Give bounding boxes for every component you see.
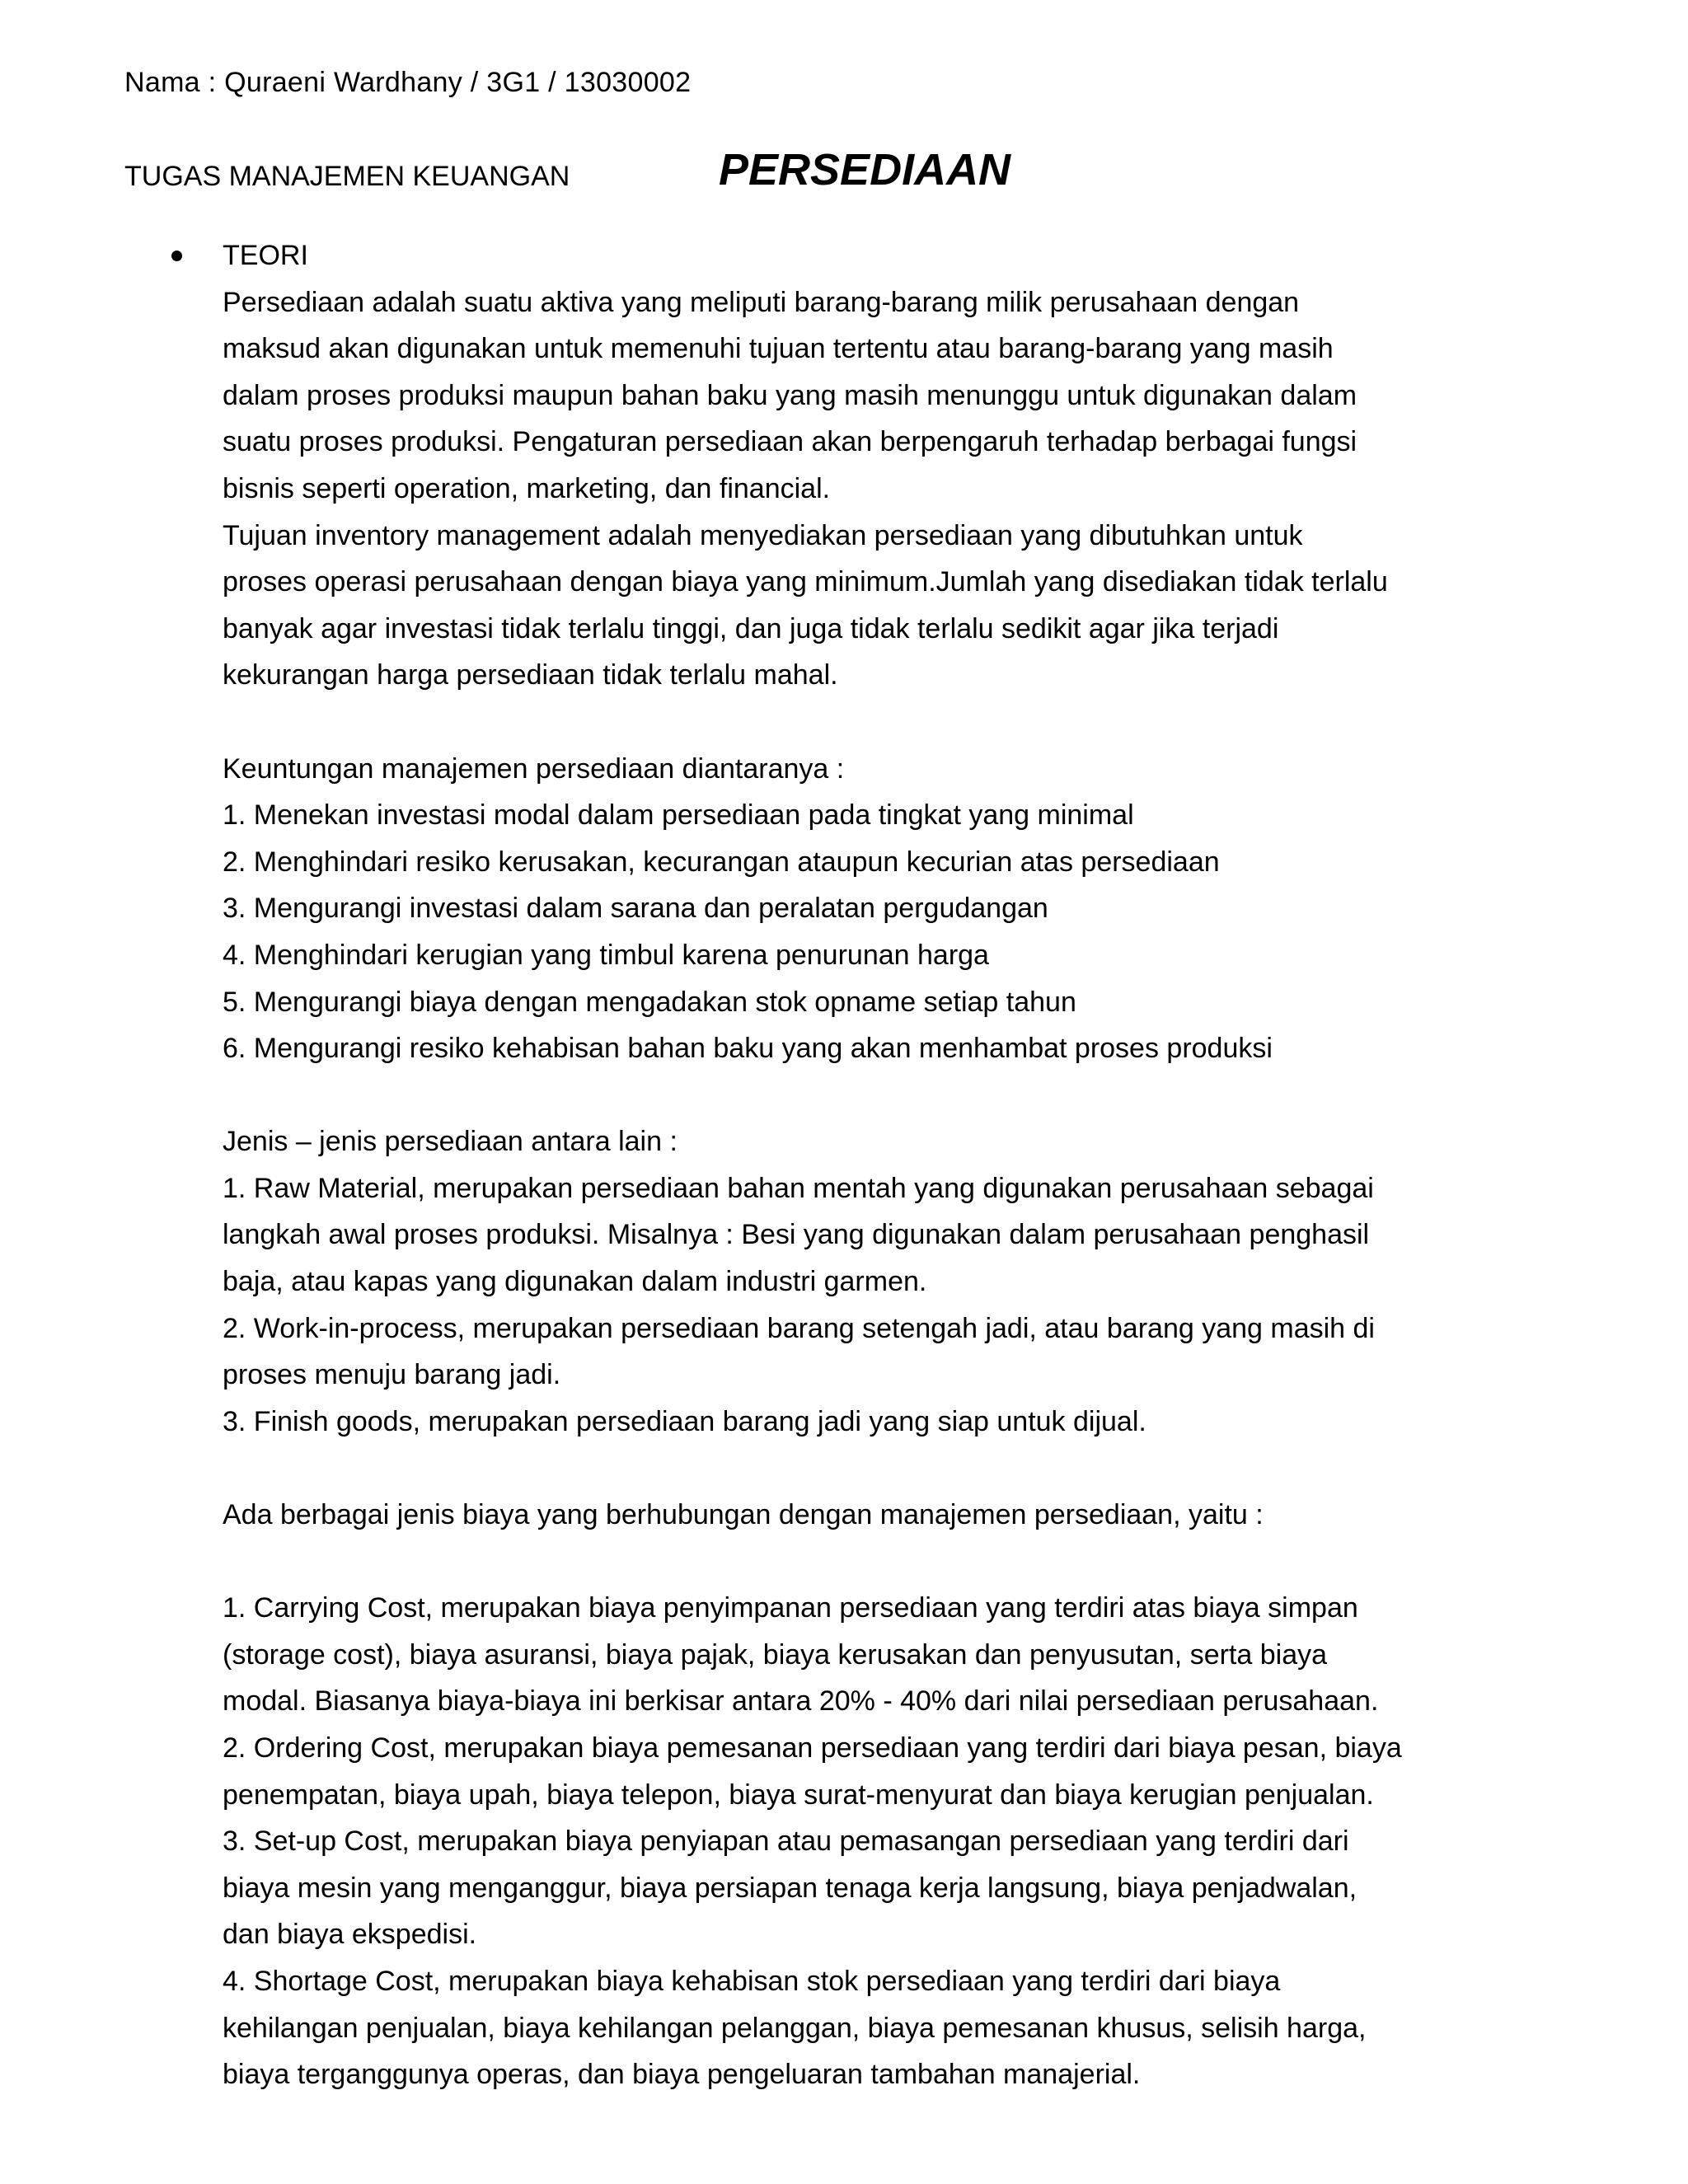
list-item: dan biaya ekspedisi.	[223, 1919, 477, 1951]
list-item: 2. Work-in-process, merupakan persediaan barang setengah jadi, atau barang yang masih di	[223, 1312, 1375, 1344]
paragraph-line: kekurangan harga persediaan tidak terlalu mahal.	[223, 659, 838, 691]
course-title: TUGAS MANAJEMEN KEUANGAN	[124, 161, 570, 192]
student-name-line: Nama : Quraeni Wardhany / 3G1 / 13030002	[124, 67, 692, 98]
list-item: baja, atau kapas yang digunakan dalam industri garmen.	[223, 1266, 927, 1298]
list-item: modal. Biasanya biaya-biaya ini berkisar antara 20% - 40% dari nilai persediaan perusahaan.	[223, 1685, 1379, 1718]
list-item: 4. Menghindari kerugian yang timbul karena penurunan harga	[223, 939, 989, 971]
list-item: 2. Menghindari resiko kerusakan, kecurangan ataupun kecurian atas persediaan	[223, 846, 1220, 878]
document-body	[223, 232, 1508, 2098]
paragraph-line: banyak agar investasi tidak terlalu tinggi, dan juga tidak terlalu sedikit agar jika terjadi	[223, 612, 1279, 644]
list-item: 1. Carrying Cost, merupakan biaya penyimpanan persediaan yang terdiri atas biaya simpan	[223, 1592, 1358, 1624]
list-item: proses menuju barang jadi.	[223, 1359, 561, 1391]
list-item: 1. Raw Material, merupakan persediaan bahan mentah yang digunakan perusahaan sebagai	[223, 1172, 1374, 1204]
paragraph-line: proses operasi perusahaan dengan biaya yang minimum.Jumlah yang disediakan tidak terlalu	[223, 566, 1388, 598]
paragraph-line: dalam proses produksi maupun bahan baku yang masih menunggu untuk digunakan dalam	[223, 379, 1357, 411]
list-item: penempatan, biaya upah, biaya telepon, biaya surat-menyurat dan biaya kerugian penjualan.	[223, 1779, 1374, 1811]
paragraph-line: Persediaan adalah suatu aktiva yang meliputi barang-barang milik perusahaan dengan	[223, 286, 1300, 318]
list-item: 5. Mengurangi biaya dengan mengadakan stok opname setiap tahun	[223, 986, 1076, 1018]
section-heading-teori: TEORI	[223, 240, 308, 271]
document-title: PERSEDIAAN	[719, 145, 1011, 194]
paragraph-line: Tujuan inventory management adalah menyediakan persediaan yang dibutuhkan untuk	[223, 519, 1303, 551]
list-item: 4. Shortage Cost, merupakan biaya kehabisan stok persediaan yang terdiri dari biaya	[223, 1965, 1281, 1997]
paragraph-line: suatu proses produksi. Pengaturan persediaan akan berpengaruh terhadap berbagai fungsi	[223, 426, 1357, 458]
list-item: 6. Mengurangi resiko kehabisan bahan baku yang akan menhambat proses produksi	[223, 1033, 1273, 1065]
jenis-intro: Jenis – jenis persediaan antara lain :	[223, 1126, 678, 1158]
list-item: langkah awal proses produksi. Misalnya : Besi yang digunakan dalam perusahaan penghasil	[223, 1219, 1370, 1251]
keuntungan-intro: Keuntungan manajemen persediaan diantaranya :	[223, 752, 845, 785]
list-item: 3. Set-up Cost, merupakan biaya penyiapan atau pemasangan persediaan yang terdiri dari	[223, 1825, 1349, 1858]
list-item: 2. Ordering Cost, merupakan biaya pemesanan persediaan yang terdiri dari biaya pesan, biaya	[223, 1732, 1402, 1764]
list-item: kehilangan penjualan, biaya kehilangan pelanggan, biaya pemesanan khusus, selisih harga,	[223, 2012, 1367, 2044]
paragraph-line: maksud akan digunakan untuk memenuhi tujuan tertentu atau barang-barang yang masih	[223, 333, 1334, 365]
paragraph-gap	[223, 1539, 1508, 1586]
list-item: (storage cost), biaya asuransi, biaya pajak, biaya kerusakan dan penyusutan, serta biaya	[223, 1638, 1328, 1671]
list-item: 3. Mengurangi investasi dalam sarana dan peralatan pergudangan	[223, 893, 1048, 925]
biaya-intro: Ada berbagai jenis biaya yang berhubungan dengan manajemen persediaan, yaitu :	[223, 1499, 1264, 1531]
bullet-icon	[171, 251, 182, 261]
paragraph-line: bisnis seperti operation, marketing, dan financial.	[223, 472, 831, 504]
paragraph-gap	[223, 1445, 1508, 1492]
list-item: biaya mesin yang menganggur, biaya persiapan tenaga kerja langsung, biaya penjadwalan,	[223, 1872, 1357, 1904]
list-item: 1. Menekan investasi modal dalam persediaan pada tingkat yang minimal	[223, 799, 1134, 832]
list-item: 3. Finish goods, merupakan persediaan barang jadi yang siap untuk dijual.	[223, 1405, 1146, 1437]
paragraph-gap	[223, 699, 1508, 746]
paragraph-gap	[223, 1072, 1508, 1119]
list-item: biaya terganggunya operas, dan biaya pengeluaran tambahan manajerial.	[223, 2059, 1141, 2091]
